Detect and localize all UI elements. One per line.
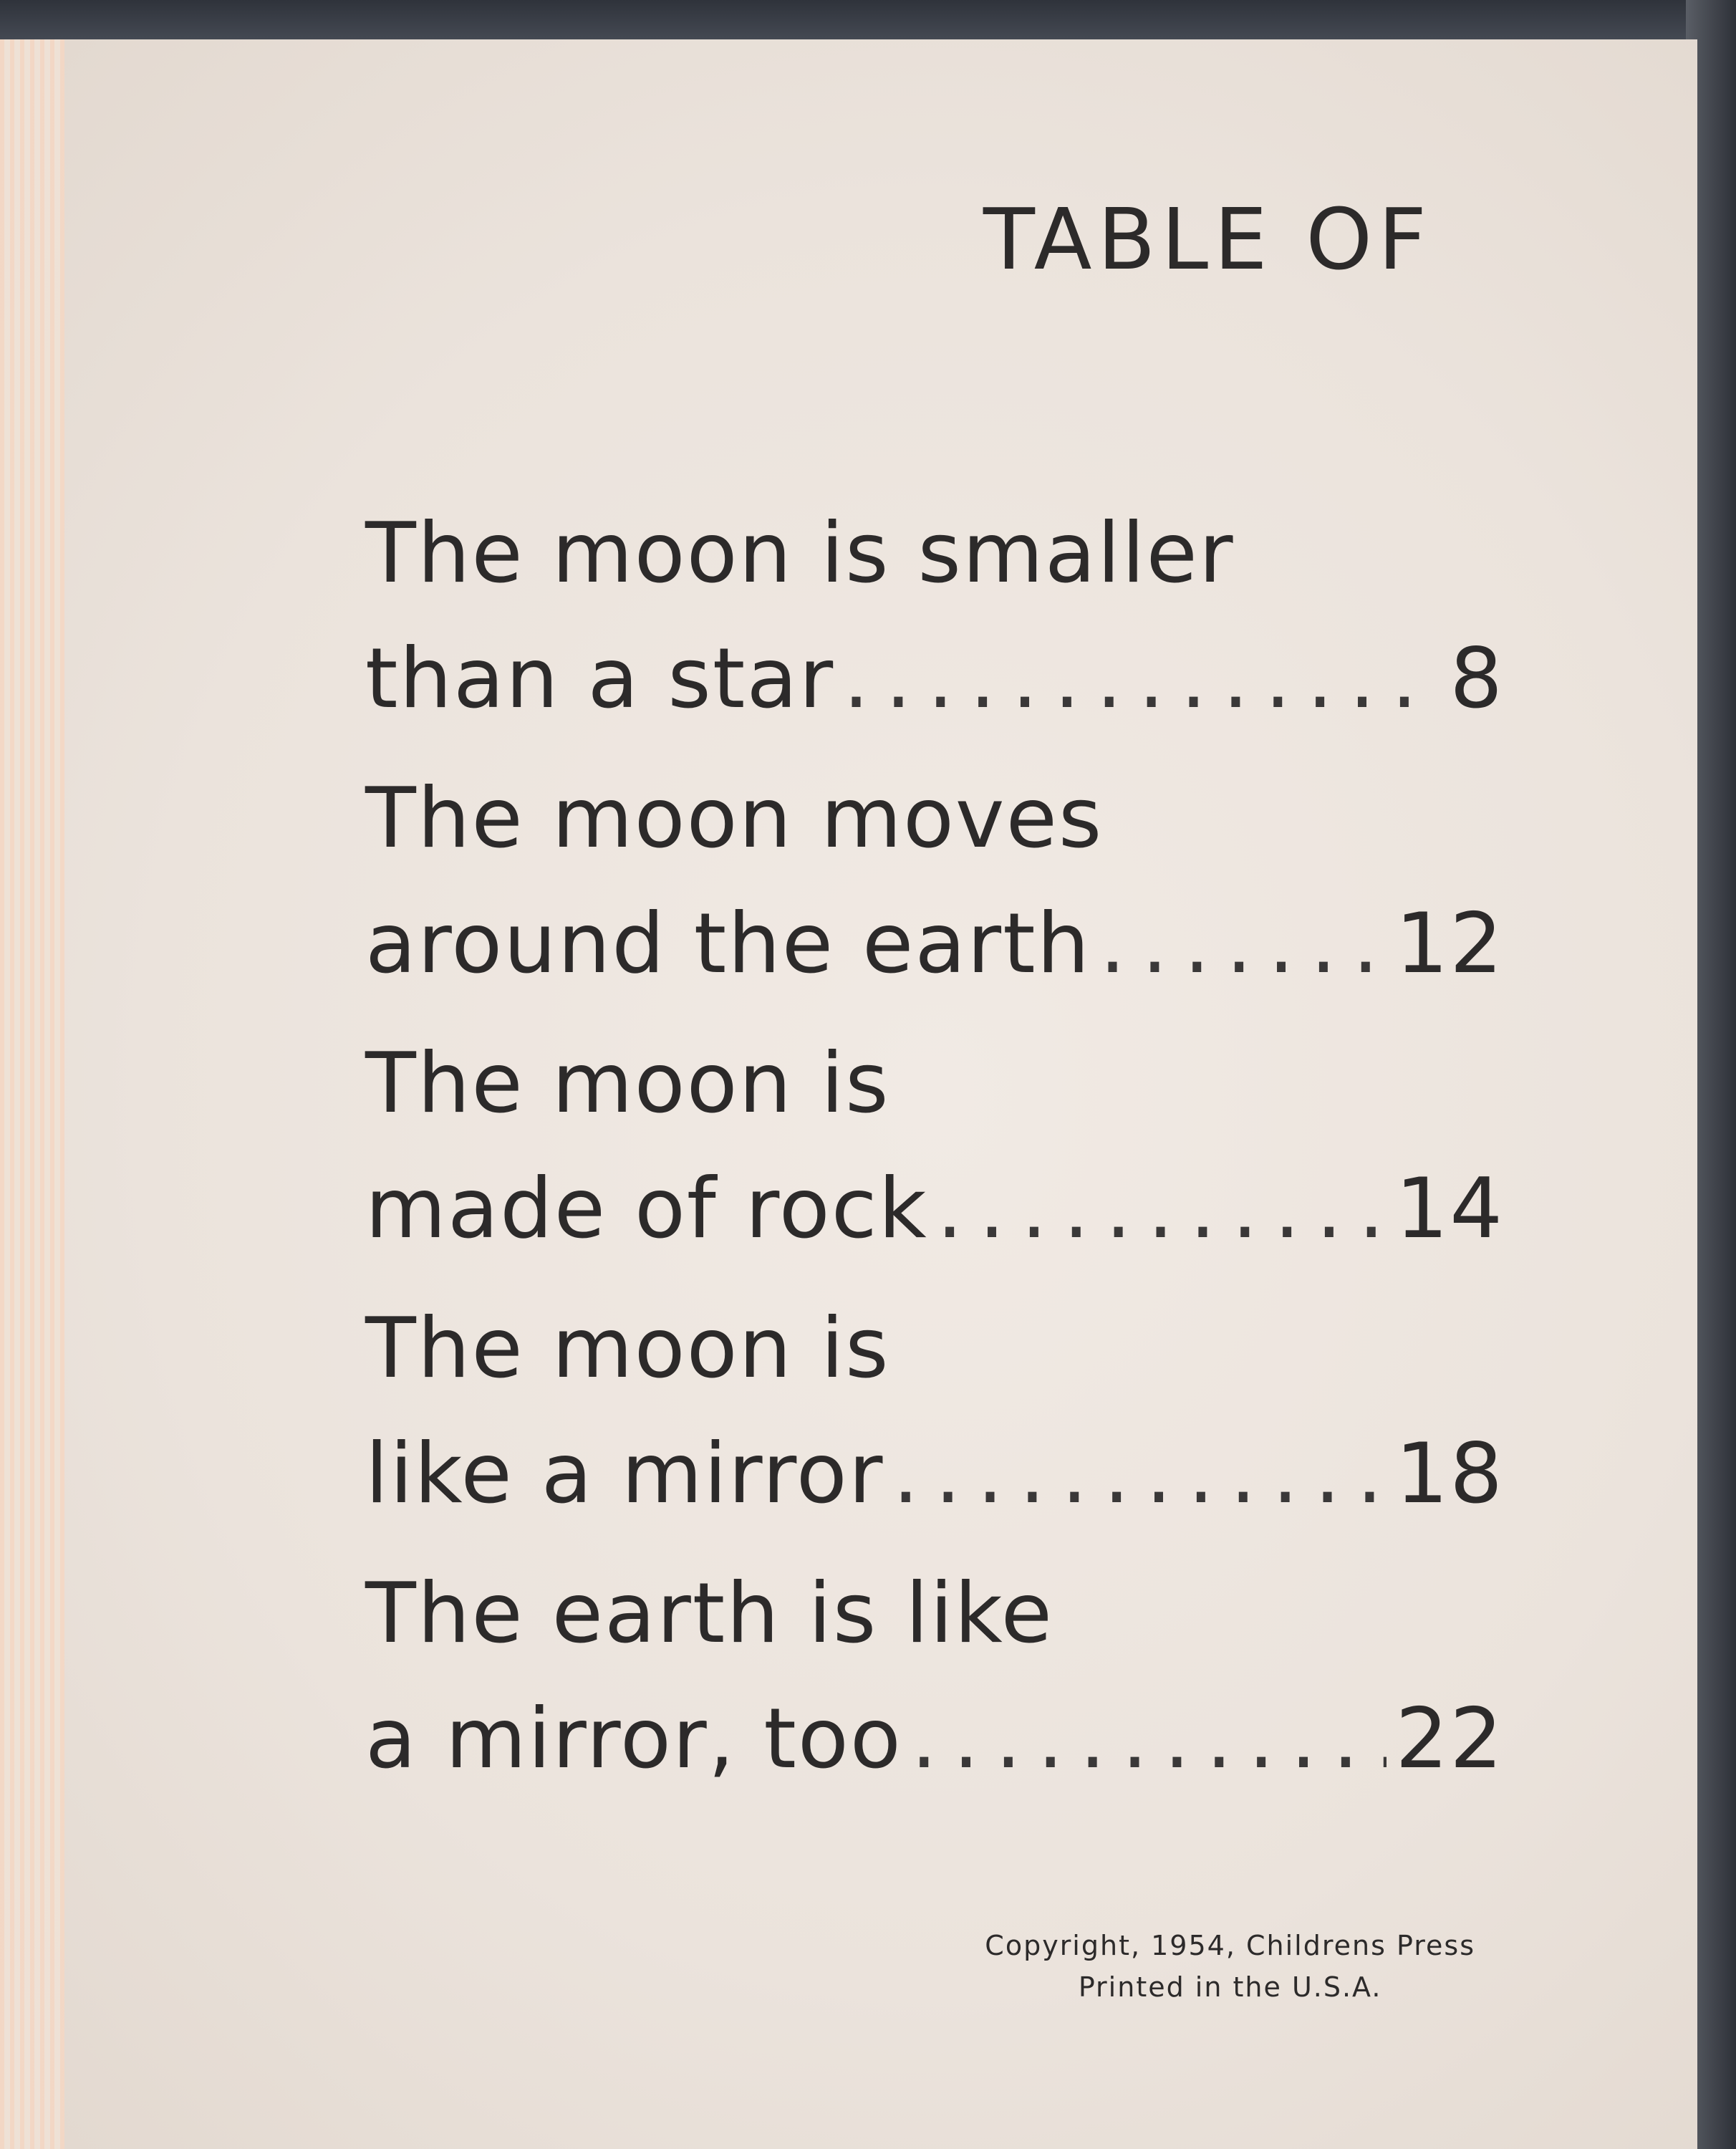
toc-entry-title-line-1: The moon is smaller <box>365 505 1235 602</box>
page-title: TABLE OF <box>983 190 1432 289</box>
toc-entry <box>365 1021 1504 1286</box>
toc-entry-title-line-2: around the earth <box>365 895 1091 992</box>
dot-leader <box>843 616 1441 741</box>
toc-entry-title-line-2: like a mirror <box>365 1426 884 1522</box>
toc-entry <box>365 1286 1504 1551</box>
dot-leader <box>911 1676 1387 1802</box>
toc-entry-title-line-1: The moon is <box>365 1300 890 1397</box>
toc-entry-title-line-1: The moon moves <box>365 770 1104 867</box>
toc-entry <box>365 1551 1504 1816</box>
toc-page-number: 14 <box>1395 1160 1504 1257</box>
toc-entry-title-line-2-row <box>365 1411 1504 1537</box>
printed-in-line: Printed in the U.S.A. <box>1078 1971 1382 2003</box>
toc-entry-title-line-2-row <box>365 881 1504 1006</box>
page-stack-edge <box>0 39 64 2149</box>
dot-leader <box>1099 881 1387 1006</box>
toc-entry-title-line-2: than a star <box>365 630 835 727</box>
toc-entry-title-line-2: made of rock <box>365 1160 928 1257</box>
toc-entry <box>365 756 1504 1021</box>
toc-entry <box>365 491 1504 756</box>
toc-page-number: 8 <box>1450 630 1504 727</box>
copyright-line: Copyright, 1954, Childrens Press <box>985 1930 1475 1961</box>
copyright-notice <box>985 1925 1475 2008</box>
dot-leader <box>892 1411 1387 1537</box>
toc-entry-title-line-2-row <box>365 1146 1504 1271</box>
toc-entry-title-line-1: The moon is <box>365 1035 890 1132</box>
toc-page-number: 12 <box>1395 895 1504 992</box>
toc-page-number: 22 <box>1395 1691 1504 1787</box>
toc-page-number: 18 <box>1395 1426 1504 1522</box>
toc-entry-title-line-2: a mirror, too <box>365 1691 902 1787</box>
book-page <box>0 39 1697 2149</box>
table-of-contents <box>365 491 1504 1816</box>
toc-entry-title-line-2-row <box>365 1676 1504 1802</box>
toc-entry-title-line-1: The earth is like <box>365 1565 1054 1662</box>
dot-leader <box>937 1146 1387 1271</box>
toc-entry-title-line-2-row <box>365 616 1504 741</box>
